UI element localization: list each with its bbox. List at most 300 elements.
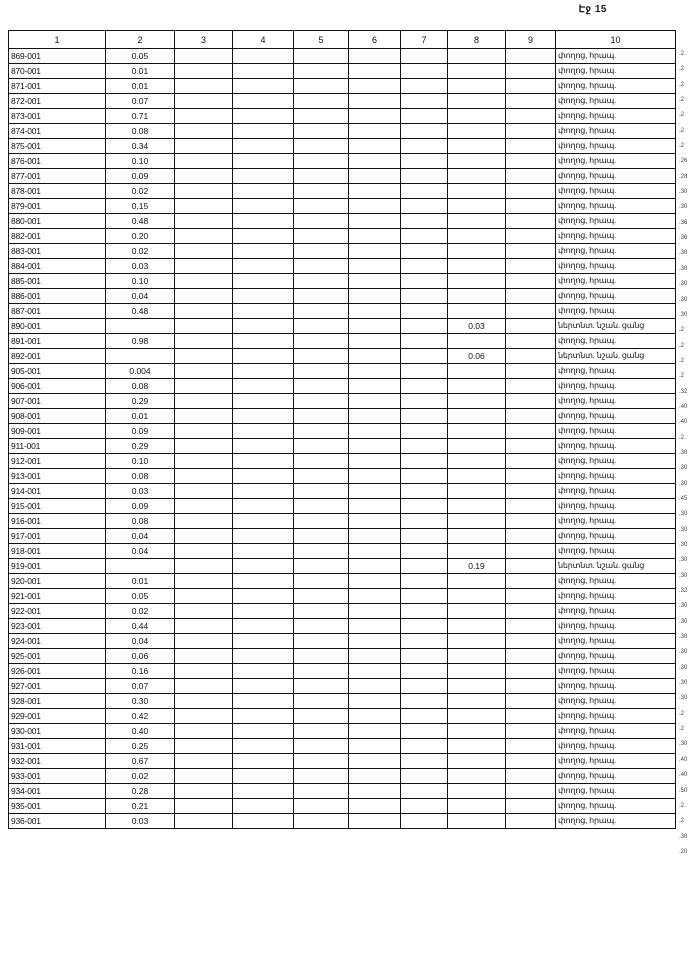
cell-col6 (349, 454, 401, 469)
cell-col3 (175, 199, 233, 214)
cell-land-use-note: փողոց, հրապ. (556, 514, 676, 529)
column-header-8: 8 (448, 31, 506, 49)
table-row (9, 199, 676, 214)
cell-col9 (506, 199, 556, 214)
cell-area-col8 (448, 214, 506, 229)
column-header-10: 10 (556, 31, 676, 49)
table-row (9, 484, 676, 499)
cell-col6 (349, 724, 401, 739)
cell-col7 (401, 439, 448, 454)
margin-mark: .30 (679, 311, 688, 318)
table-row (9, 319, 676, 334)
cell-parcel-code: 873-001 (9, 109, 106, 124)
cell-col4 (233, 289, 294, 304)
cell-col7 (401, 574, 448, 589)
cell-col3 (175, 814, 233, 829)
cell-area-col2: 0.28 (106, 784, 175, 799)
cell-col5 (294, 259, 349, 274)
cell-land-use-note: փողոց, հրապ. (556, 229, 676, 244)
cell-col5 (294, 409, 349, 424)
cell-area-col2: 0.04 (106, 634, 175, 649)
cell-col4 (233, 604, 294, 619)
cell-col9 (506, 679, 556, 694)
cell-area-col8 (448, 634, 506, 649)
cell-land-use-note: փողոց, հրապ. (556, 814, 676, 829)
cell-col7 (401, 589, 448, 604)
cell-col9 (506, 289, 556, 304)
cell-col5 (294, 574, 349, 589)
cell-col5 (294, 739, 349, 754)
margin-mark: .30 (679, 480, 688, 487)
cell-area-col8: 0.06 (448, 349, 506, 364)
cell-col9 (506, 334, 556, 349)
cell-col4 (233, 439, 294, 454)
cell-col7 (401, 769, 448, 784)
column-header-3: 3 (175, 31, 233, 49)
table-row (9, 589, 676, 604)
cell-col9 (506, 349, 556, 364)
cell-col7 (401, 754, 448, 769)
margin-mark: .2 (679, 81, 685, 88)
cell-col3 (175, 64, 233, 79)
cell-col4 (233, 469, 294, 484)
cell-col7 (401, 184, 448, 199)
cell-col5 (294, 439, 349, 454)
margin-mark: .30 (679, 296, 688, 303)
cell-col6 (349, 604, 401, 619)
cell-parcel-code: 911-001 (9, 439, 106, 454)
margin-marks (679, 47, 693, 860)
cell-col5 (294, 319, 349, 334)
cell-col3 (175, 529, 233, 544)
cell-col9 (506, 814, 556, 829)
margin-mark: .2 (679, 710, 685, 717)
cell-col9 (506, 49, 556, 64)
cell-col6 (349, 334, 401, 349)
cell-area-col8 (448, 304, 506, 319)
margin-mark: .2 (679, 51, 685, 57)
table-row (9, 544, 676, 559)
cell-col9 (506, 79, 556, 94)
cell-land-use-note: փողոց, հրապ. (556, 604, 676, 619)
cell-area-col2: 0.71 (106, 109, 175, 124)
table-row (9, 229, 676, 244)
cell-col9 (506, 364, 556, 379)
table-row (9, 259, 676, 274)
cell-area-col8 (448, 454, 506, 469)
cell-col4 (233, 484, 294, 499)
cell-area-col8 (448, 94, 506, 109)
cell-parcel-code: 923-001 (9, 619, 106, 634)
cell-col4 (233, 559, 294, 574)
cell-land-use-note: փողոց, հրապ. (556, 424, 676, 439)
cell-col6 (349, 94, 401, 109)
cell-area-col8 (448, 814, 506, 829)
cell-area-col2: 0.03 (106, 814, 175, 829)
cell-col3 (175, 244, 233, 259)
cell-area-col2: 0.09 (106, 424, 175, 439)
cell-col6 (349, 499, 401, 514)
cell-col4 (233, 574, 294, 589)
column-header-7: 7 (401, 31, 448, 49)
cell-col5 (294, 619, 349, 634)
cell-area-col2 (106, 319, 175, 334)
cell-col6 (349, 574, 401, 589)
margin-mark: .30 (679, 618, 688, 625)
table-row (9, 514, 676, 529)
table-row (9, 679, 676, 694)
table-row (9, 559, 676, 574)
cell-col4 (233, 694, 294, 709)
margin-mark: .30 (679, 204, 688, 211)
cell-area-col2: 0.48 (106, 304, 175, 319)
cell-col3 (175, 544, 233, 559)
cell-col3 (175, 454, 233, 469)
cell-area-col8 (448, 769, 506, 784)
cell-col6 (349, 754, 401, 769)
cell-col9 (506, 769, 556, 784)
cell-col4 (233, 49, 294, 64)
cell-parcel-code: 907-001 (9, 394, 106, 409)
cell-col5 (294, 649, 349, 664)
cell-col6 (349, 589, 401, 604)
cell-col4 (233, 589, 294, 604)
cell-area-col8 (448, 334, 506, 349)
cell-area-col8 (448, 169, 506, 184)
cell-col4 (233, 754, 294, 769)
cell-col7 (401, 244, 448, 259)
cell-col6 (349, 379, 401, 394)
cell-col6 (349, 124, 401, 139)
cell-col9 (506, 589, 556, 604)
cell-col7 (401, 499, 448, 514)
cell-col5 (294, 784, 349, 799)
cell-land-use-note: փողոց, հրապ. (556, 439, 676, 454)
table-row (9, 334, 676, 349)
cell-col3 (175, 724, 233, 739)
cell-col6 (349, 679, 401, 694)
cell-land-use-note: փողոց, հրապ. (556, 589, 676, 604)
cell-land-use-note: փողոց, հրապ. (556, 169, 676, 184)
cell-col5 (294, 754, 349, 769)
cell-area-col2: 0.10 (106, 454, 175, 469)
table-row (9, 304, 676, 319)
cell-col9 (506, 124, 556, 139)
cell-col5 (294, 469, 349, 484)
cell-area-col8 (448, 724, 506, 739)
cell-parcel-code: 882-001 (9, 229, 106, 244)
cell-col4 (233, 544, 294, 559)
cell-land-use-note: փողոց, հրապ. (556, 199, 676, 214)
cell-col3 (175, 349, 233, 364)
margin-mark: .30 (679, 511, 688, 518)
cell-area-col2: 0.01 (106, 574, 175, 589)
cell-col7 (401, 169, 448, 184)
cell-col4 (233, 709, 294, 724)
cell-col9 (506, 604, 556, 619)
margin-mark: .2 (679, 143, 685, 150)
cell-area-col2: 0.20 (106, 229, 175, 244)
cell-area-col2: 0.05 (106, 49, 175, 64)
cell-land-use-note: ներտնտ. նշան. ցանց (556, 319, 676, 334)
cell-col3 (175, 289, 233, 304)
cell-area-col2: 0.21 (106, 799, 175, 814)
cell-land-use-note: փողոց, հրապ. (556, 244, 676, 259)
cell-col5 (294, 769, 349, 784)
cell-col3 (175, 334, 233, 349)
cell-col6 (349, 484, 401, 499)
cell-area-col2: 0.03 (106, 259, 175, 274)
cell-col9 (506, 664, 556, 679)
cell-area-col2: 0.04 (106, 544, 175, 559)
cell-col4 (233, 94, 294, 109)
cell-col9 (506, 799, 556, 814)
cell-area-col2: 0.67 (106, 754, 175, 769)
cell-area-col2: 0.08 (106, 514, 175, 529)
cell-col5 (294, 604, 349, 619)
cell-col9 (506, 259, 556, 274)
cell-col5 (294, 199, 349, 214)
cell-land-use-note: փողոց, հրապ. (556, 784, 676, 799)
cell-parcel-code: 925-001 (9, 649, 106, 664)
cell-area-col8 (448, 424, 506, 439)
margin-mark: .2 (679, 434, 685, 441)
cell-col6 (349, 784, 401, 799)
cell-col6 (349, 289, 401, 304)
cell-land-use-note: փողոց, հրապ. (556, 109, 676, 124)
cell-col7 (401, 109, 448, 124)
cell-col7 (401, 649, 448, 664)
cell-col5 (294, 514, 349, 529)
cell-col3 (175, 124, 233, 139)
cell-col4 (233, 814, 294, 829)
cell-col4 (233, 514, 294, 529)
cell-col4 (233, 409, 294, 424)
cell-col5 (294, 529, 349, 544)
margin-mark: .26 (679, 158, 688, 165)
cell-land-use-note: փողոց, հրապ. (556, 94, 676, 109)
table-row (9, 784, 676, 799)
cell-area-col8 (448, 259, 506, 274)
cell-area-col8 (448, 229, 506, 244)
cell-col5 (294, 94, 349, 109)
cell-col5 (294, 139, 349, 154)
cell-parcel-code: 883-001 (9, 244, 106, 259)
cell-col9 (506, 304, 556, 319)
table-row (9, 529, 676, 544)
table-row (9, 649, 676, 664)
cell-col7 (401, 154, 448, 169)
cell-col5 (294, 349, 349, 364)
cell-area-col8 (448, 664, 506, 679)
table-row (9, 79, 676, 94)
margin-mark: .30 (679, 265, 688, 272)
table-row (9, 574, 676, 589)
cell-col4 (233, 454, 294, 469)
cell-parcel-code: 885-001 (9, 274, 106, 289)
cell-land-use-note: փողոց, հրապ. (556, 79, 676, 94)
cell-parcel-code: 930-001 (9, 724, 106, 739)
column-header-4: 4 (233, 31, 294, 49)
cell-area-col8 (448, 139, 506, 154)
margin-mark: .30 (679, 250, 688, 257)
cell-col9 (506, 694, 556, 709)
cell-parcel-code: 931-001 (9, 739, 106, 754)
cell-parcel-code: 924-001 (9, 634, 106, 649)
margin-mark: .30 (679, 664, 688, 671)
cell-col4 (233, 679, 294, 694)
cell-col6 (349, 799, 401, 814)
cell-col7 (401, 484, 448, 499)
cell-parcel-code: 871-001 (9, 79, 106, 94)
cell-col7 (401, 229, 448, 244)
cell-col7 (401, 424, 448, 439)
cell-col7 (401, 289, 448, 304)
margin-mark: .40 (679, 772, 688, 779)
cell-col4 (233, 664, 294, 679)
cell-col6 (349, 169, 401, 184)
table-body (9, 49, 676, 829)
cell-area-col2: 0.08 (106, 469, 175, 484)
cell-col3 (175, 499, 233, 514)
cell-area-col8 (448, 274, 506, 289)
cell-parcel-code: 878-001 (9, 184, 106, 199)
cell-land-use-note: փողոց, հրապ. (556, 274, 676, 289)
cell-col9 (506, 184, 556, 199)
cell-col5 (294, 49, 349, 64)
margin-mark: .2 (679, 802, 685, 809)
cell-area-col2: 0.01 (106, 409, 175, 424)
cell-col4 (233, 304, 294, 319)
cell-col3 (175, 634, 233, 649)
cell-land-use-note: փողոց, հրապ. (556, 364, 676, 379)
cell-area-col8 (448, 49, 506, 64)
cell-col6 (349, 154, 401, 169)
cell-area-col2: 0.42 (106, 709, 175, 724)
cell-col9 (506, 529, 556, 544)
cell-parcel-code: 892-001 (9, 349, 106, 364)
cell-area-col8 (448, 124, 506, 139)
table-row (9, 109, 676, 124)
margin-mark: .2 (679, 818, 685, 825)
cell-land-use-note: փողոց, հրապ. (556, 214, 676, 229)
cell-col7 (401, 559, 448, 574)
margin-mark: .30 (679, 833, 688, 840)
cell-parcel-code: 927-001 (9, 679, 106, 694)
cell-col3 (175, 649, 233, 664)
cell-land-use-note: փողոց, հրապ. (556, 619, 676, 634)
table-row (9, 439, 676, 454)
cell-col4 (233, 799, 294, 814)
cell-col3 (175, 439, 233, 454)
land-registry-table-wrapper (8, 30, 675, 829)
cell-parcel-code: 891-001 (9, 334, 106, 349)
cell-col6 (349, 709, 401, 724)
cell-col4 (233, 64, 294, 79)
cell-col7 (401, 259, 448, 274)
cell-col9 (506, 709, 556, 724)
cell-col9 (506, 94, 556, 109)
cell-area-col2: 0.01 (106, 79, 175, 94)
cell-col6 (349, 79, 401, 94)
cell-parcel-code: 905-001 (9, 364, 106, 379)
cell-col4 (233, 244, 294, 259)
cell-col6 (349, 649, 401, 664)
cell-col5 (294, 79, 349, 94)
cell-col3 (175, 574, 233, 589)
table-row (9, 619, 676, 634)
cell-col4 (233, 424, 294, 439)
cell-parcel-code: 933-001 (9, 769, 106, 784)
cell-col5 (294, 214, 349, 229)
cell-area-col8 (448, 379, 506, 394)
margin-mark: .36 (679, 235, 688, 242)
cell-col4 (233, 274, 294, 289)
cell-area-col8 (448, 484, 506, 499)
cell-parcel-code: 884-001 (9, 259, 106, 274)
cell-col4 (233, 139, 294, 154)
cell-land-use-note: փողոց, հրապ. (556, 64, 676, 79)
cell-parcel-code: 915-001 (9, 499, 106, 514)
cell-col6 (349, 439, 401, 454)
cell-col6 (349, 364, 401, 379)
cell-col3 (175, 424, 233, 439)
cell-col7 (401, 379, 448, 394)
cell-area-col8 (448, 754, 506, 769)
cell-col7 (401, 604, 448, 619)
margin-mark: .30 (679, 572, 688, 579)
cell-col4 (233, 79, 294, 94)
cell-col3 (175, 739, 233, 754)
cell-area-col8 (448, 739, 506, 754)
page-label: Էջ 15 (578, 4, 607, 15)
cell-area-col2: 0.07 (106, 94, 175, 109)
cell-area-col2: 0.16 (106, 664, 175, 679)
cell-col5 (294, 109, 349, 124)
cell-area-col2: 0.29 (106, 394, 175, 409)
cell-col5 (294, 379, 349, 394)
cell-col9 (506, 244, 556, 259)
cell-parcel-code: 875-001 (9, 139, 106, 154)
cell-area-col2: 0.004 (106, 364, 175, 379)
cell-parcel-code: 919-001 (9, 559, 106, 574)
table-row (9, 139, 676, 154)
cell-col3 (175, 139, 233, 154)
column-header-2: 2 (106, 31, 175, 49)
cell-area-col8 (448, 799, 506, 814)
cell-col7 (401, 454, 448, 469)
table-row (9, 694, 676, 709)
table-row (9, 754, 676, 769)
cell-col9 (506, 499, 556, 514)
cell-area-col8 (448, 574, 506, 589)
cell-land-use-note: փողոց, հրապ. (556, 574, 676, 589)
cell-land-use-note: փողոց, հրապ. (556, 769, 676, 784)
margin-mark: .2 (679, 342, 685, 349)
cell-land-use-note: փողոց, հրապ. (556, 334, 676, 349)
cell-col9 (506, 469, 556, 484)
cell-area-col2: 0.34 (106, 139, 175, 154)
table-row (9, 799, 676, 814)
cell-col6 (349, 304, 401, 319)
cell-col3 (175, 589, 233, 604)
cell-col9 (506, 454, 556, 469)
cell-parcel-code: 917-001 (9, 529, 106, 544)
table-row (9, 409, 676, 424)
cell-col3 (175, 109, 233, 124)
cell-col6 (349, 214, 401, 229)
cell-parcel-code: 886-001 (9, 289, 106, 304)
